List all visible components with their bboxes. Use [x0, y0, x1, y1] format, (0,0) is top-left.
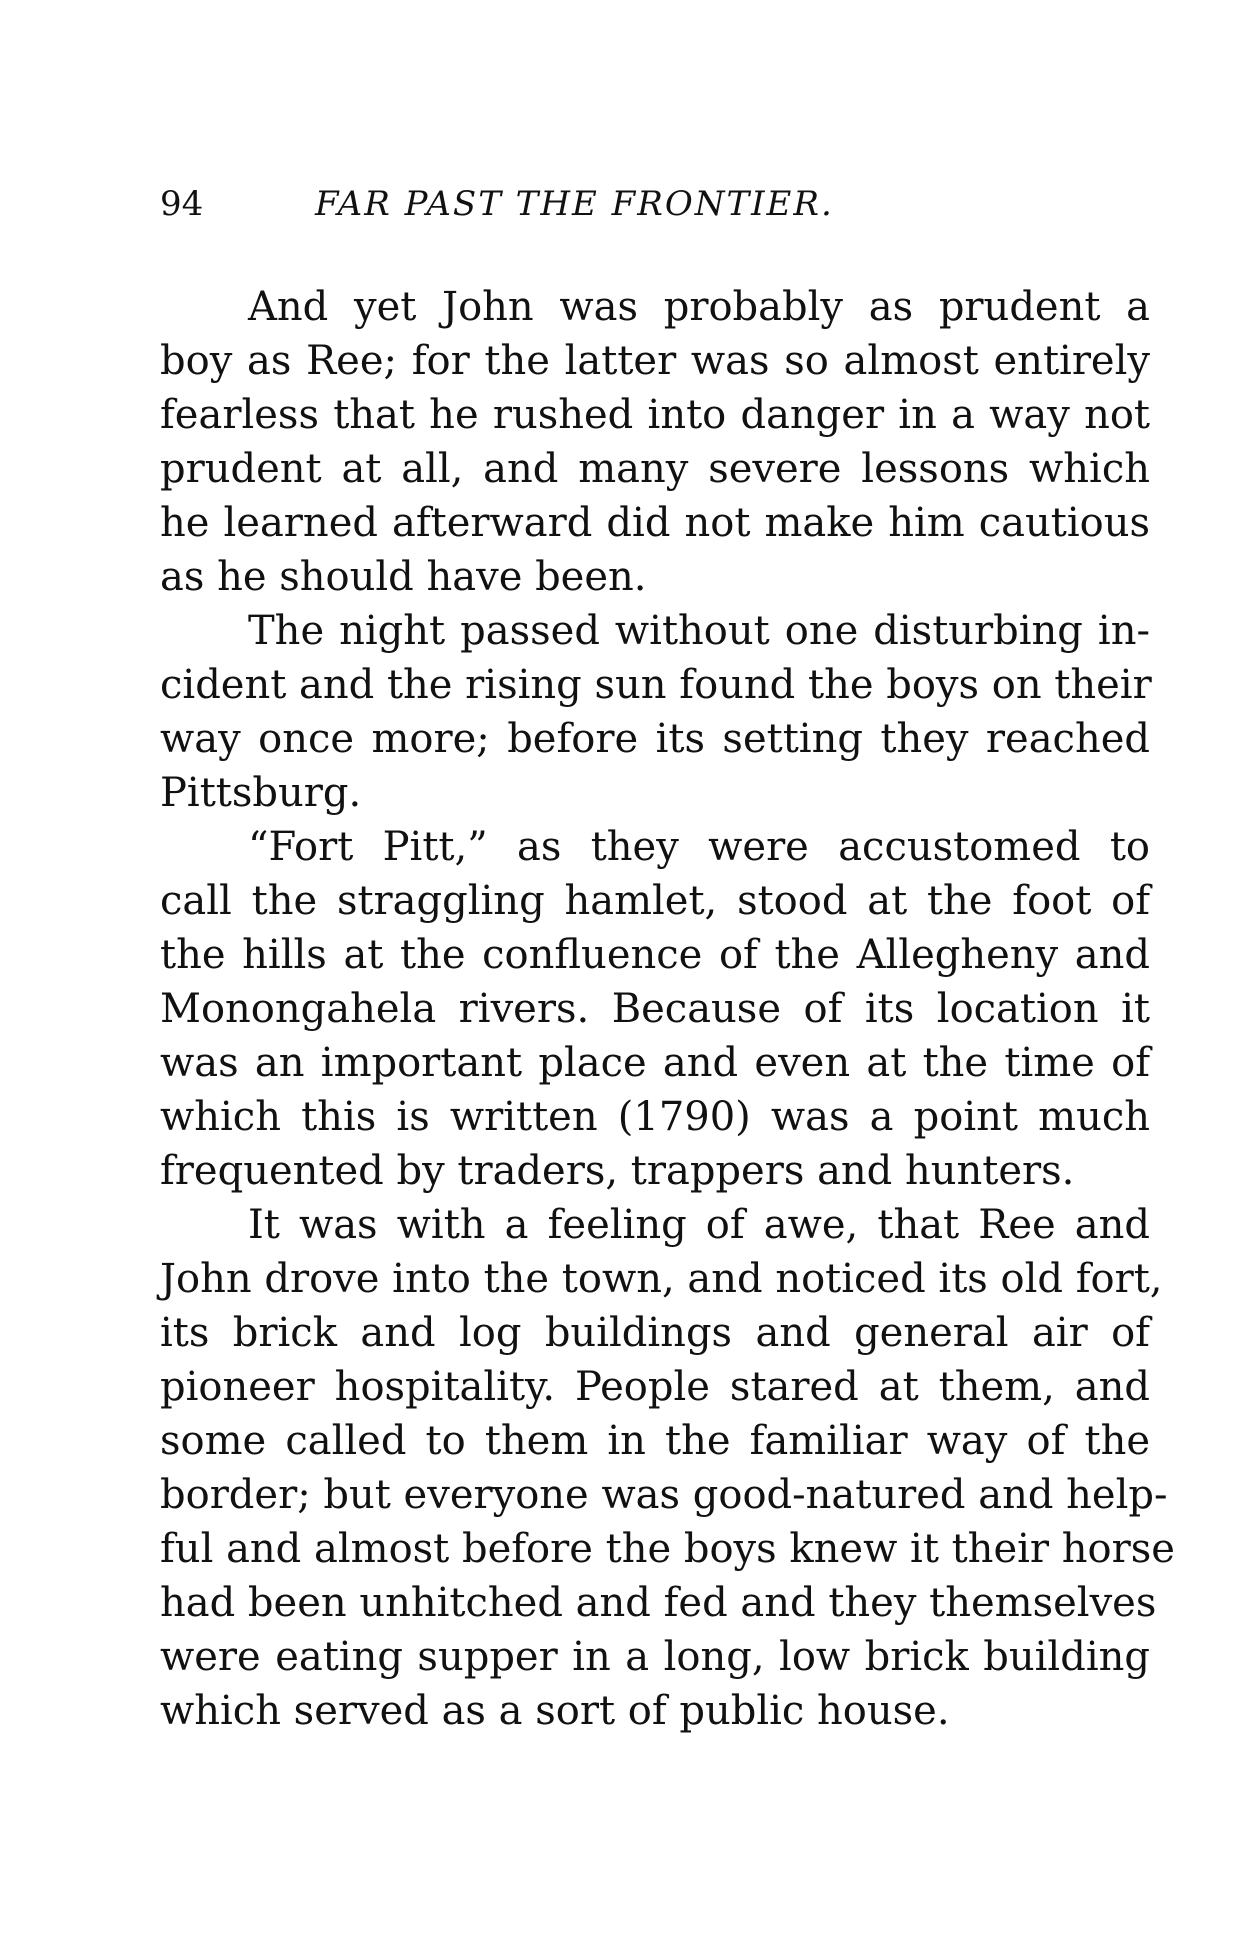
running-title: FAR PAST THE FRONTIER.	[315, 184, 834, 224]
text-line: were eating supper in a long, low brick building	[160, 1634, 1150, 1680]
text-line: its brick and log buildings and general air of	[160, 1310, 1150, 1356]
text-line: boy as Ree; for the latter was so almost entirely	[160, 338, 1150, 384]
text-line: It was with a feeling of awe, that Ree and	[248, 1202, 1150, 1248]
text-line: ful and almost before the boys knew it their horse	[160, 1526, 1175, 1572]
page-number: 94	[160, 184, 204, 224]
text-line: fearless that he rushed into danger in a way not	[160, 392, 1150, 438]
paragraph	[160, 820, 1150, 1198]
text-line: John drove into the town, and noticed its old fort,	[160, 1256, 1163, 1302]
text-line: had been unhitched and fed and they themselves	[160, 1580, 1157, 1626]
text-line: way once more; before its setting they reached	[160, 716, 1150, 762]
text-line: some called to them in the familiar way of the	[160, 1418, 1150, 1464]
text-line: which this is written (1790) was a point much	[160, 1094, 1150, 1140]
text-line: prudent at all, and many severe lessons which	[160, 446, 1150, 492]
text-line: Monongahela rivers. Because of its location it	[160, 986, 1150, 1032]
text-line: which served as a sort of public house.	[160, 1688, 950, 1734]
text-line: Pittsburg.	[160, 770, 362, 816]
running-header	[160, 178, 1160, 230]
text-line: cident and the rising sun found the boys on their	[160, 662, 1152, 708]
text-line: The night passed without one disturbing in-	[248, 608, 1150, 654]
paragraph	[160, 280, 1150, 604]
text-line: was an important place and even at the time of	[160, 1040, 1150, 1086]
text-line: “Fort Pitt,” as they were accustomed to	[248, 824, 1150, 870]
text-line: pioneer hospitality. People stared at them, and	[160, 1364, 1150, 1410]
text-line: call the straggling hamlet, stood at the foot of	[160, 878, 1150, 924]
text-line: And yet John was probably as prudent a	[248, 284, 1150, 330]
text-line: border; but everyone was good-natured and help-	[160, 1472, 1168, 1518]
text-line: the hills at the confluence of the Allegheny and	[160, 932, 1150, 978]
body-text	[160, 280, 1175, 1738]
paragraph	[160, 604, 1150, 820]
text-line: he learned afterward did not make him cautious	[160, 500, 1150, 546]
text-line: as he should have been.	[160, 554, 647, 600]
text-line: frequented by traders, trappers and hunters.	[160, 1148, 1075, 1194]
paragraph	[160, 1198, 1175, 1738]
